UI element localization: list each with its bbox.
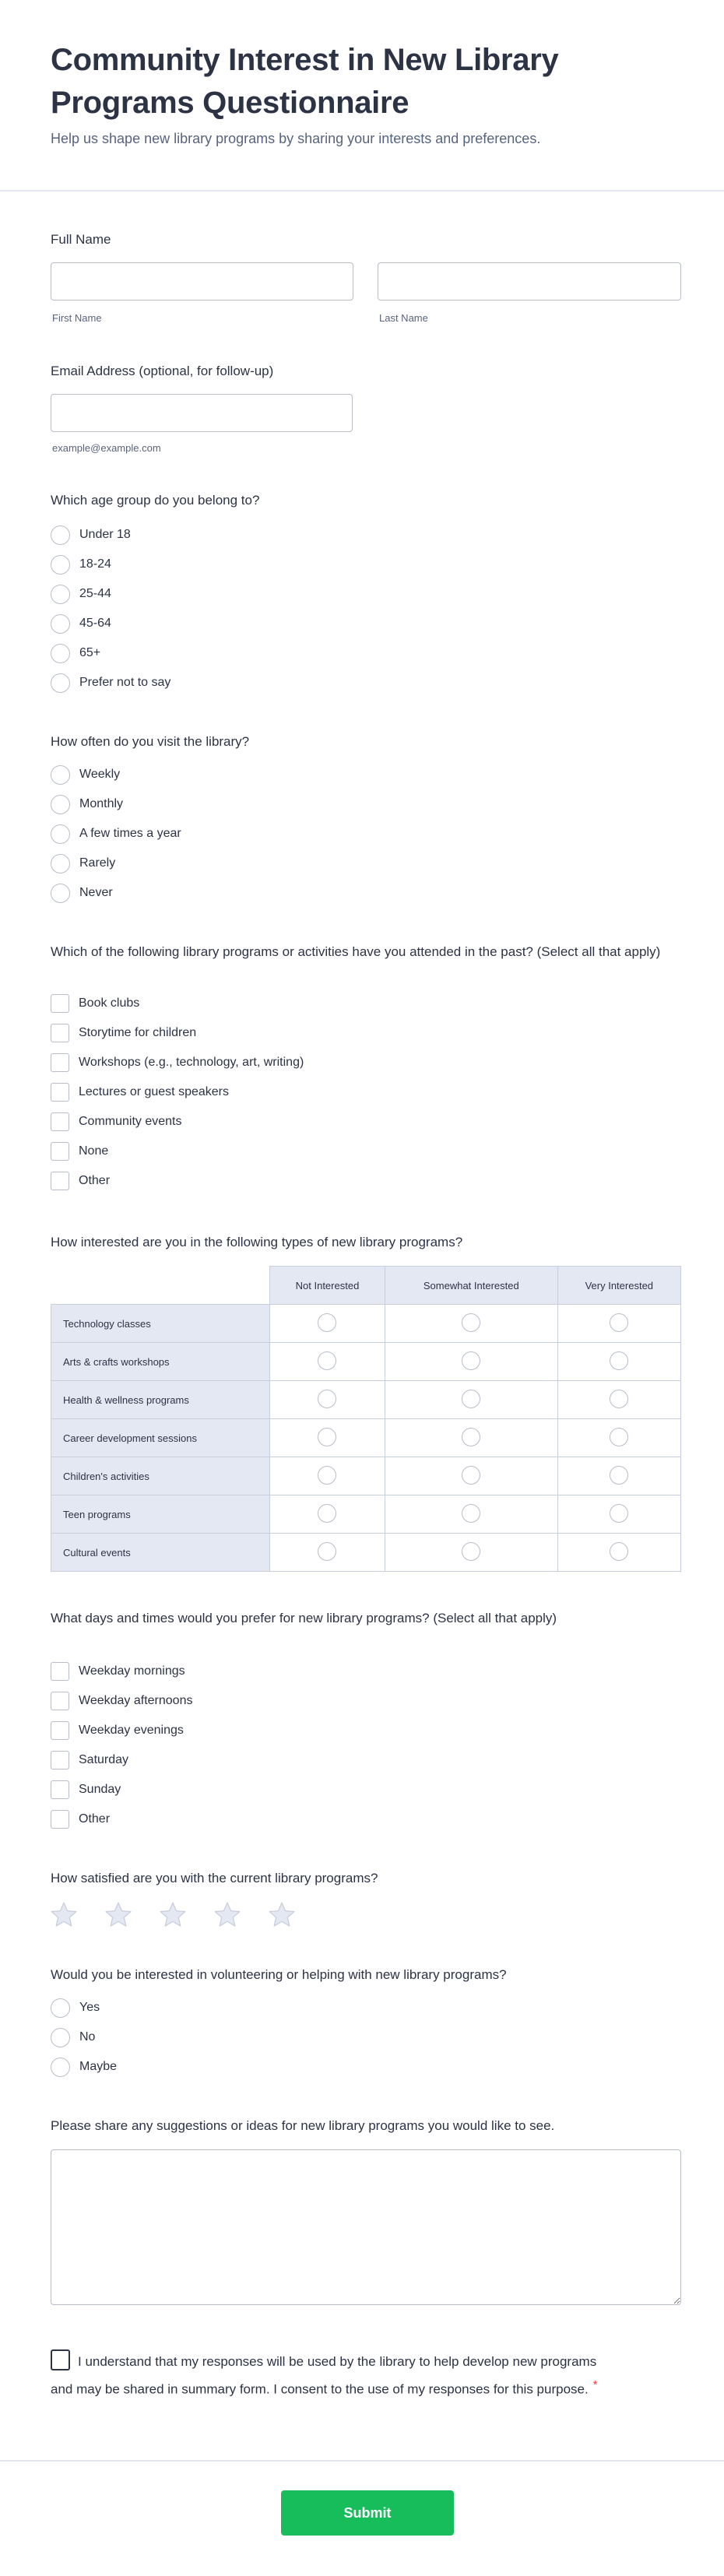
last-name-sublabel: Last Name (379, 312, 428, 324)
star-icon[interactable] (104, 1900, 133, 1930)
visit-question: How often do you visit the library? (51, 734, 250, 749)
attended-option[interactable] (51, 1112, 182, 1132)
matrix-radio[interactable] (610, 1542, 628, 1561)
first-name-input[interactable] (51, 262, 353, 300)
attended-option[interactable] (51, 993, 139, 1014)
matrix-cell (557, 1305, 680, 1343)
matrix-row-label: Technology classes (51, 1305, 270, 1343)
suggestions-question: Please share any suggestions or ideas for new library programs you would like to see. (51, 2118, 555, 2133)
option-label: 45-64 (79, 617, 111, 630)
matrix-row-label: Arts & crafts workshops (51, 1343, 270, 1381)
matrix-cell (557, 1534, 680, 1572)
matrix-cell (385, 1305, 557, 1343)
matrix-cell (270, 1305, 385, 1343)
age-option[interactable] (51, 554, 111, 575)
matrix-cell (270, 1534, 385, 1572)
consent-checkbox[interactable] (51, 2349, 70, 2370)
header-divider (0, 190, 724, 192)
option-label: Workshops (e.g., technology, art, writing) (79, 1056, 304, 1069)
full-name-label: Full Name (51, 232, 111, 247)
checkbox[interactable] (51, 1083, 69, 1102)
last-name-input[interactable] (378, 262, 681, 300)
visit-option[interactable] (51, 883, 113, 903)
radio-button[interactable] (51, 824, 70, 844)
matrix-row (51, 1381, 681, 1419)
radio-button[interactable] (51, 2028, 70, 2047)
matrix-radio[interactable] (462, 1504, 480, 1523)
matrix-radio[interactable] (462, 1313, 480, 1332)
days-option[interactable] (51, 1661, 185, 1682)
matrix-column-header: Not Interested (270, 1267, 385, 1305)
matrix-row (51, 1534, 681, 1572)
matrix-cell (557, 1343, 680, 1381)
option-label: 25-44 (79, 587, 111, 600)
checkbox[interactable] (51, 1172, 69, 1190)
matrix-cell (385, 1534, 557, 1572)
form-subtitle: Help us shape new library programs by sharing your interests and preferences. (51, 131, 541, 146)
checkbox[interactable] (51, 1053, 69, 1072)
consent-field (51, 2349, 619, 2402)
option-label: Monthly (79, 797, 124, 810)
option-label: Weekday mornings (79, 1664, 185, 1678)
age-option[interactable] (51, 673, 170, 693)
matrix-cell (557, 1457, 680, 1495)
matrix-row-label: Career development sessions (51, 1419, 270, 1457)
option-label: Prefer not to say (79, 676, 171, 689)
checkbox[interactable] (51, 1662, 69, 1681)
matrix-cell (385, 1381, 557, 1419)
option-label: No (79, 2030, 96, 2044)
radio-button[interactable] (51, 854, 70, 873)
consent-text: I understand that my responses will be used by the library to help develop new programs and may be shared in summary form. I consent to the use of my responses for this purpose. (51, 2354, 597, 2397)
option-label: Maybe (79, 2060, 118, 2073)
radio-button[interactable] (51, 2058, 70, 2077)
matrix-radio[interactable] (318, 1390, 336, 1408)
radio-button[interactable] (51, 1998, 70, 2018)
option-label: 65+ (79, 646, 101, 659)
matrix-radio[interactable] (462, 1428, 480, 1446)
age-option[interactable] (51, 584, 111, 604)
star-icon[interactable] (158, 1900, 188, 1930)
matrix-cell (270, 1381, 385, 1419)
matrix-corner (51, 1267, 270, 1305)
option-label: Saturday (79, 1753, 129, 1766)
radio-button[interactable] (51, 585, 70, 604)
checkbox[interactable] (51, 1142, 69, 1161)
star-icon[interactable] (267, 1900, 297, 1930)
matrix-cell (270, 1343, 385, 1381)
form-title: Community Interest in New Library Programs Questionnaire (51, 43, 559, 120)
matrix-radio[interactable] (318, 1504, 336, 1523)
radio-button[interactable] (51, 765, 70, 785)
option-label: A few times a year (79, 827, 181, 840)
option-label: Lectures or guest speakers (79, 1085, 229, 1098)
attended-option[interactable] (51, 1171, 110, 1191)
matrix-column-header: Somewhat Interested (385, 1267, 557, 1305)
volunteer-question: Would you be interested in volunteering or helping with new library programs? (51, 1967, 507, 1982)
matrix-radio[interactable] (610, 1390, 628, 1408)
matrix-cell (385, 1457, 557, 1495)
option-label: Rarely (79, 856, 116, 870)
age-question: Which age group do you belong to? (51, 493, 260, 508)
matrix-cell (385, 1495, 557, 1534)
volunteer-option[interactable] (51, 1998, 100, 2018)
radio-button[interactable] (51, 614, 70, 634)
option-label: Sunday (79, 1783, 121, 1796)
email-input[interactable] (51, 394, 353, 432)
radio-button[interactable] (51, 525, 70, 545)
age-option[interactable] (51, 613, 111, 634)
first-name-sublabel: First Name (52, 312, 102, 324)
interest-matrix (51, 1266, 681, 1572)
option-label: Yes (79, 2001, 100, 2014)
matrix-radio[interactable] (462, 1351, 480, 1370)
checkbox[interactable] (51, 1721, 69, 1740)
attended-option[interactable] (51, 1023, 196, 1043)
option-label: Weekday afternoons (79, 1694, 193, 1707)
volunteer-option[interactable] (51, 2027, 95, 2047)
matrix-row-label: Teen programs (51, 1495, 270, 1534)
matrix-row (51, 1495, 681, 1534)
matrix-cell (270, 1457, 385, 1495)
visit-option[interactable] (51, 764, 120, 785)
option-label: Other (79, 1812, 111, 1826)
required-mark: * (592, 2378, 598, 2391)
matrix-cell (557, 1419, 680, 1457)
checkbox[interactable] (51, 1112, 69, 1131)
matrix-row (51, 1457, 681, 1495)
attended-option[interactable] (51, 1053, 304, 1073)
checkbox[interactable] (51, 1692, 69, 1710)
attended-question: Which of the following library programs or activities have you attended in the past? (Select all that apply) (51, 944, 661, 959)
days-option[interactable] (51, 1780, 121, 1800)
checkbox[interactable] (51, 1810, 69, 1829)
age-option[interactable] (51, 525, 131, 545)
matrix-radio[interactable] (318, 1428, 336, 1446)
visit-option[interactable] (51, 853, 115, 873)
matrix-radio[interactable] (610, 1313, 628, 1332)
matrix-row (51, 1343, 681, 1381)
radio-button[interactable] (51, 555, 70, 575)
matrix-radio[interactable] (462, 1542, 480, 1561)
matrix-cell (270, 1495, 385, 1534)
days-question: What days and times would you prefer for new library programs? (Select all that apply) (51, 1611, 557, 1625)
matrix-radio[interactable] (318, 1542, 336, 1561)
checkbox[interactable] (51, 1024, 69, 1042)
visit-option[interactable] (51, 794, 123, 814)
option-label: None (79, 1144, 109, 1158)
matrix-row-label: Children's activities (51, 1457, 270, 1495)
checkbox[interactable] (51, 1751, 69, 1769)
matrix-radio[interactable] (462, 1390, 480, 1408)
age-option[interactable] (51, 643, 100, 663)
matrix-radio[interactable] (610, 1504, 628, 1523)
visit-option[interactable] (51, 824, 181, 844)
volunteer-option[interactable] (51, 2057, 117, 2077)
checkbox[interactable] (51, 1780, 69, 1799)
attended-option[interactable] (51, 1082, 229, 1102)
matrix-cell (385, 1343, 557, 1381)
radio-button[interactable] (51, 644, 70, 663)
option-label: Community events (79, 1115, 182, 1128)
matrix-radio[interactable] (462, 1466, 480, 1485)
matrix-radio[interactable] (318, 1351, 336, 1370)
satisfaction-question: How satisfied are you with the current library programs? (51, 1871, 378, 1885)
matrix-radio[interactable] (318, 1466, 336, 1485)
days-option[interactable] (51, 1691, 192, 1711)
option-label: Weekday evenings (79, 1724, 184, 1737)
days-option[interactable] (51, 1750, 128, 1770)
matrix-row (51, 1419, 681, 1457)
email-sublabel: example@example.com (52, 442, 161, 454)
matrix-cell (385, 1419, 557, 1457)
email-label: Email Address (optional, for follow-up) (51, 364, 274, 378)
radio-button[interactable] (51, 795, 70, 814)
option-label: Book clubs (79, 996, 140, 1010)
checkbox[interactable] (51, 994, 69, 1013)
matrix-radio[interactable] (610, 1351, 628, 1370)
interest-question: How interested are you in the following types of new library programs? (51, 1235, 463, 1249)
option-label: Under 18 (79, 528, 131, 541)
matrix-column-header: Very Interested (557, 1267, 680, 1305)
star-icon[interactable] (213, 1900, 242, 1930)
radio-button[interactable] (51, 673, 70, 693)
days-option[interactable] (51, 1720, 184, 1741)
matrix-row-label: Health & wellness programs (51, 1381, 270, 1419)
star-icon[interactable] (49, 1900, 79, 1930)
footer-divider (0, 2460, 724, 2462)
matrix-radio[interactable] (318, 1313, 336, 1332)
suggestions-textarea[interactable] (51, 2149, 681, 2305)
radio-button[interactable] (51, 884, 70, 903)
option-label: Never (79, 886, 113, 899)
matrix-row-label: Cultural events (51, 1534, 270, 1572)
matrix-cell (557, 1495, 680, 1534)
days-option[interactable] (51, 1809, 110, 1829)
option-label: Storytime for children (79, 1026, 197, 1039)
option-label: Other (79, 1174, 111, 1187)
matrix-row (51, 1305, 681, 1343)
matrix-cell (557, 1381, 680, 1419)
matrix-radio[interactable] (610, 1428, 628, 1446)
option-label: 18-24 (79, 557, 111, 571)
option-label: Weekly (79, 768, 121, 781)
matrix-cell (270, 1419, 385, 1457)
attended-option[interactable] (51, 1141, 108, 1161)
submit-button[interactable]: Submit (281, 2490, 454, 2536)
matrix-radio[interactable] (610, 1466, 628, 1485)
